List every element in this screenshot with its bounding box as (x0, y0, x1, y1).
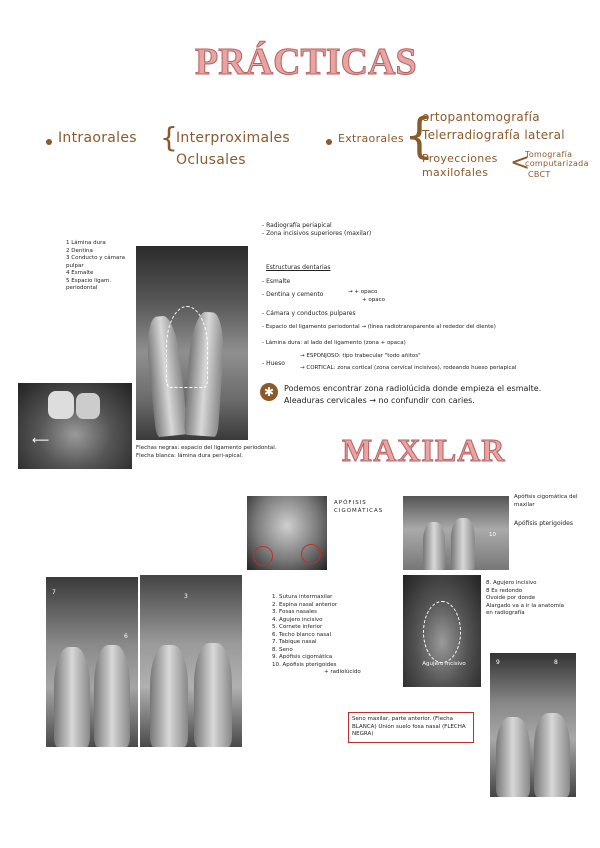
label-intraorales: Intraorales (58, 130, 137, 146)
item-ortopantomografia: ortopantomografía (422, 110, 540, 124)
maxilar-xray-left (46, 577, 138, 747)
line-ligamento: - Espacio del ligamento periodontal → (línea radiotransparente al rededor del diente) (262, 324, 496, 330)
tooth-image (94, 645, 130, 747)
figure-number: 3 (184, 593, 188, 600)
tooth-image (150, 645, 188, 747)
maxilar-structure-list (272, 594, 402, 669)
item-proyecciones: Proyecciones maxilofales (422, 152, 498, 179)
seno-maxilar-note-box: Seno maxilar, parte anterior. (Flecha BLANCA) Unión suelo fosa nasal (FLECHA NEGRA) (348, 712, 474, 743)
arrow-icon: ⟵ (32, 433, 50, 447)
star-icon: ✱ (260, 383, 278, 401)
brace-proyecciones: < (510, 148, 531, 176)
periapical-note: Podemos encontrar zona radiolúcida donde empieza el esmalte. Aleaduras cervicales → no confundir con caries. (284, 384, 542, 405)
note-line: Alargado va a ir la anatomía (486, 602, 564, 609)
list-item: 7. Tabique nasal (272, 639, 317, 645)
tooth-image (76, 393, 100, 419)
tooth-image (451, 518, 475, 570)
legend-item: 5 Espacio ligam. periodontal (66, 277, 112, 291)
periapical-caption: Flechas negras: espacio del ligamento periodontal. Flecha blanca: lámina dura peri-apical. (136, 445, 277, 459)
periapical-legend (66, 240, 136, 293)
bitewing-xray (18, 383, 132, 469)
maxilar-xray-center (140, 575, 242, 747)
periapical-header (262, 222, 462, 238)
page-title-practicas: PRÁCTICAS (195, 41, 417, 83)
pterigoides-xray (403, 496, 509, 570)
header-line: - Radiografía periapical (262, 222, 332, 229)
right-top-label-2: Apófisis pterigoides (514, 520, 573, 527)
tooth-image (194, 643, 232, 747)
legend-item: 3 Conducto y cámara pulpar (66, 255, 125, 269)
list-item: 9. Apófisis cigomática (272, 654, 333, 660)
legend-item: 1 Lámina dura (66, 240, 106, 246)
tooth-image (54, 647, 90, 747)
tooth-image (534, 713, 570, 797)
hueso-sub-2: → CORTICAL: zona cortical (zona cervical incisivos), rodeando hueso periapical (300, 365, 517, 371)
page-title-maxilar: MAXILAR (342, 432, 506, 468)
list-item: 6. Techo blanco nasal (272, 631, 332, 638)
figure-number: 10 (489, 532, 496, 538)
dentina-sub-1: → + opaco (348, 289, 378, 295)
agujero-notes (486, 580, 596, 618)
bullet-extraorales (326, 139, 332, 145)
note-line: 8 Es redondo (486, 587, 523, 594)
legend-item: 4 Esmalte (66, 270, 94, 276)
tooth-image (496, 717, 530, 797)
note-line: Ovoide por donde (486, 595, 536, 601)
item-tomografia: Tomografía computarizada (525, 150, 589, 168)
dashed-outline (166, 306, 208, 388)
dashed-outline (423, 601, 461, 663)
list-item: 3. Fosas nasales (272, 609, 318, 615)
list-item: 1. Sutura intermaxilar (272, 594, 333, 600)
item-interproximales: Interproximales (176, 130, 291, 146)
agujero-label: Agujero incisivo (422, 661, 466, 667)
periapical-xray (136, 246, 248, 440)
item-cbct: CBCT (528, 170, 551, 179)
highlight-circle (301, 544, 321, 564)
list-item: 2. Espina nasal anterior (272, 601, 338, 608)
header-line: - Zona incisivos superiores (maxilar) (262, 230, 372, 237)
figure-number: 6 (124, 633, 128, 640)
dentina-sub-2: + opaco (362, 297, 385, 303)
list-item: 4. Agujero incisivo (272, 616, 323, 623)
brace-extraorales: { (404, 108, 435, 164)
tooth-image (48, 391, 74, 419)
line-hueso: - Hueso (262, 360, 285, 367)
figure-number: 7 (52, 589, 56, 596)
item-oclusales: Oclusales (176, 152, 246, 168)
label-extraorales: Extraorales (338, 132, 404, 145)
line-camara: - Cámara y conductos pulpares (262, 310, 356, 317)
tooth-image (423, 522, 445, 570)
occlusal-xray (247, 496, 327, 570)
figure-number: 9 (496, 659, 500, 666)
figure-number: 8 (554, 659, 558, 666)
brace-intraorales: { (160, 121, 178, 154)
right-top-label-1: Apófisis cigomática del maxilar (514, 494, 578, 508)
line-lamina: - Lámina dura: al lado del ligamento (zona + opaca) (262, 340, 406, 346)
legend-item: 2 Dentina (66, 247, 93, 254)
list-item: 10. Apófisis pterigoides (272, 661, 337, 668)
bullet-intraorales (46, 139, 52, 145)
agujero-incisivo-xray (403, 575, 481, 687)
note-line: en radiografía (486, 610, 525, 616)
item-telerradiografia: Telerradiografía lateral (422, 128, 565, 142)
estructuras-title: Estructuras dentarias (266, 264, 331, 271)
line-dentina: - Dentina y cemento (262, 291, 324, 298)
highlight-circle (253, 546, 273, 566)
line-esmalte: - Esmalte (262, 278, 291, 285)
apofisis-label: APÓFISIS CIGOMÁTICAS (334, 500, 384, 514)
seno-maxilar-xray (490, 653, 576, 797)
note-line: 8. Agujero incisivo (486, 580, 537, 586)
hueso-sub-1: → ESPONJOSO: tipo trabecular "todo añitos" (300, 353, 421, 359)
list-item: 8. Seno (272, 646, 293, 653)
list-item: 5. Cornete inferior (272, 624, 323, 630)
seno-note: + radiolúcido (324, 669, 361, 675)
